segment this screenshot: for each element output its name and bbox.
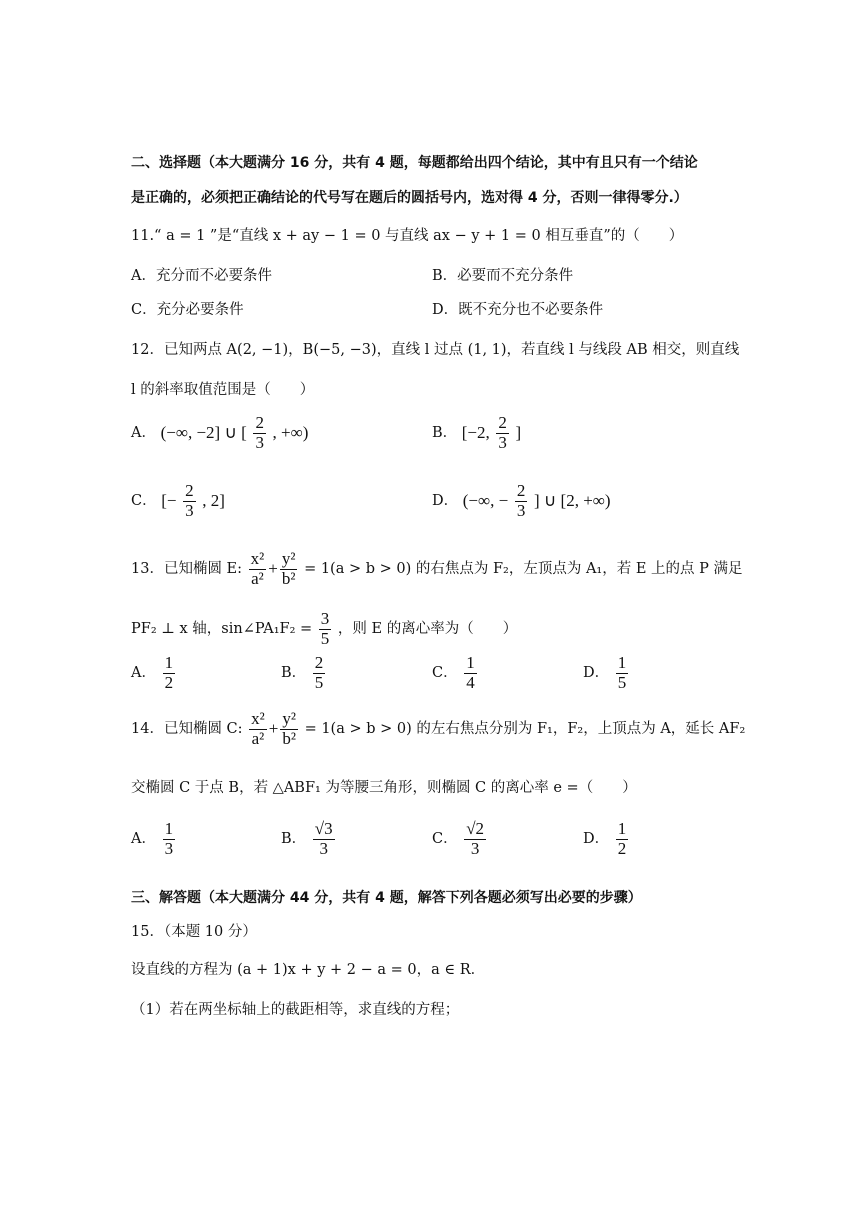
fraction-numerator: 2 — [498, 413, 507, 432]
fraction-numerator: √2 — [466, 819, 485, 838]
q12-option-a-right: , +∞) — [272, 423, 309, 443]
choice-section-header-line1: 二、选择题（本大题满分 16 分，共有 4 题，每题都给出四个结论，其中有且只有一个结论 — [131, 155, 698, 171]
q12-option-c-fraction — [183, 482, 196, 520]
q14-option-c — [432, 820, 488, 858]
q12-option-c — [131, 482, 225, 520]
q14-y-fraction — [280, 710, 298, 748]
fraction-numerator: 2 — [255, 413, 264, 432]
q13-prefix: 13．已知椭圆 E: — [131, 561, 243, 578]
q13-stem-line1 — [131, 550, 743, 588]
fraction-numerator: 1 — [617, 819, 627, 838]
fraction-denominator: 3 — [498, 432, 507, 452]
option-fraction — [616, 820, 629, 858]
q15-equation-line: 设直线的方程为 (a + 1)x + y + 2 − a = 0，a ∈ R． — [131, 962, 486, 978]
choice-section-header-line2: 是正确的，必须把正确结论的代号写在题后的圆括号内，选对得 4 分，否则一律得零分.） — [131, 190, 688, 206]
fraction-denominator: 2 — [617, 838, 627, 858]
fraction-denominator: 3 — [255, 432, 264, 452]
q13-option-c — [432, 654, 479, 692]
q13-option-a — [131, 654, 177, 692]
q11-option-a: A．充分而不必要条件 — [131, 268, 272, 284]
q12-option-c-left: [− — [161, 491, 177, 511]
fraction-denominator: 5 — [320, 628, 330, 648]
fraction-numerator: 2 — [185, 481, 194, 500]
q14-stem-line1 — [131, 710, 745, 748]
q13-x-fraction — [249, 550, 267, 588]
option-fraction — [163, 820, 176, 858]
q13-line2-b: ，则 E 的离心率为（ ） — [337, 621, 518, 638]
q12-option-b-right: ] — [515, 423, 522, 443]
fraction-numerator: 1 — [164, 819, 174, 838]
option-fraction — [313, 654, 326, 692]
fraction-denominator: 3 — [319, 838, 328, 858]
q11-option-c: C．充分必要条件 — [131, 302, 244, 318]
q12-option-a-fraction — [253, 414, 266, 452]
fraction-denominator: 2 — [164, 672, 174, 692]
q12-option-d-left: (−∞, − — [462, 491, 509, 511]
option-fraction — [464, 654, 477, 692]
option-label: C． — [432, 831, 458, 848]
q12-option-a-left: (−∞, −2] ∪ [ — [160, 423, 247, 443]
fraction-denominator: 3 — [164, 838, 174, 858]
q12-option-b — [432, 414, 521, 452]
option-label: D． — [583, 831, 610, 848]
q11-option-b: B．必要而不充分条件 — [432, 268, 574, 284]
q14-stem-line2: 交椭圆 C 于点 B，若 △ABF₁ 为等腰三角形，则椭圆 C 的离心率 e =（ ） — [131, 780, 637, 796]
fraction-numerator: 1 — [164, 653, 174, 672]
q12-option-b-left: [−2, — [461, 423, 490, 443]
q12-option-d — [432, 482, 611, 520]
q12-stem-line2: l 的斜率取值范围是（ ） — [131, 382, 315, 398]
option-fraction — [616, 654, 629, 692]
q12-option-c-right: , 2] — [202, 491, 225, 511]
q13-option-b — [281, 654, 327, 692]
q11-option-d: D．既不充分也不必要条件 — [432, 302, 604, 318]
option-fraction — [313, 820, 335, 858]
q14-option-d — [583, 820, 630, 858]
q13-option-d — [583, 654, 630, 692]
q12-option-a — [131, 414, 308, 452]
option-fraction — [163, 654, 176, 692]
q13-stem-rest: = 1(a > b > 0) 的右焦点为 F₂，左顶点为 A₁，若 E 上的点 P 满足 — [304, 561, 743, 578]
q15-part1: （1）若在两坐标轴上的截距相等，求直线的方程； — [131, 1002, 460, 1018]
fraction-numerator: 3 — [320, 609, 330, 628]
q12-option-d-fraction — [515, 482, 528, 520]
option-fraction — [464, 820, 486, 858]
fraction-denominator: b² — [282, 728, 296, 748]
q13-stem-line2 — [131, 610, 517, 648]
fraction-numerator: √3 — [314, 819, 333, 838]
q14-x-fraction — [249, 710, 267, 748]
q14-prefix: 14．已知椭圆 C: — [131, 721, 243, 738]
q13-sin-fraction — [319, 610, 332, 648]
option-label: A． — [131, 665, 156, 682]
q12-stem-line1: 12．已知两点 A(2, −1)，B(−5, −3)，直线 l 过点 (1, 1)，若直线 l 与线段 AB 相交，则直线 — [131, 342, 740, 358]
fraction-denominator: 3 — [470, 838, 480, 858]
fraction-denominator: b² — [281, 568, 296, 588]
fraction-denominator: 3 — [516, 500, 526, 520]
q12-option-c-label: C． — [131, 493, 157, 510]
plus-sign: + — [268, 719, 279, 739]
option-label: B． — [281, 831, 307, 848]
q14-option-b — [281, 820, 337, 858]
fraction-denominator: a² — [251, 568, 264, 588]
option-label: A． — [131, 831, 156, 848]
q14-option-a — [131, 820, 177, 858]
q14-stem-rest: = 1(a > b > 0) 的左右焦点分别为 F₁，F₂，上顶点为 A，延长 AF₂ — [304, 721, 746, 738]
q15-title: 15．（本题 10 分） — [131, 924, 257, 940]
q13-y-fraction — [280, 550, 298, 588]
fraction-numerator: x² — [251, 709, 265, 728]
fraction-denominator: 5 — [314, 672, 324, 692]
q11-stem: 11.“ a = 1 ”是“直线 x + ay − 1 = 0 与直线 ax − y + 1 = 0 相互垂直”的（ ） — [131, 228, 684, 244]
fraction-denominator: 5 — [617, 672, 627, 692]
fraction-numerator: y² — [281, 549, 296, 568]
fraction-denominator: a² — [251, 728, 265, 748]
fraction-numerator: 1 — [617, 653, 627, 672]
option-label: B． — [281, 665, 307, 682]
plus-sign: + — [268, 559, 278, 579]
fraction-numerator: x² — [250, 549, 265, 568]
fraction-numerator: y² — [282, 709, 296, 728]
q13-line2-a: PF₂ ⊥ x 轴，sin∠PA₁F₂ = — [131, 621, 313, 638]
q12-option-b-label: B． — [432, 425, 458, 442]
fraction-denominator: 3 — [185, 500, 194, 520]
q12-option-b-fraction — [496, 414, 509, 452]
q12-option-a-label: A． — [131, 425, 156, 442]
answer-section-header: 三、解答题（本大题满分 44 分，共有 4 题，解答下列各题必须写出必要的步骤） — [131, 890, 642, 906]
fraction-numerator: 1 — [466, 653, 475, 672]
q12-option-d-label: D． — [432, 493, 459, 510]
q12-option-d-right: ] ∪ [2, +∞) — [533, 491, 611, 511]
fraction-numerator: 2 — [314, 653, 324, 672]
fraction-denominator: 4 — [466, 672, 475, 692]
option-label: D． — [583, 665, 610, 682]
option-label: C． — [432, 665, 458, 682]
fraction-numerator: 2 — [516, 481, 526, 500]
